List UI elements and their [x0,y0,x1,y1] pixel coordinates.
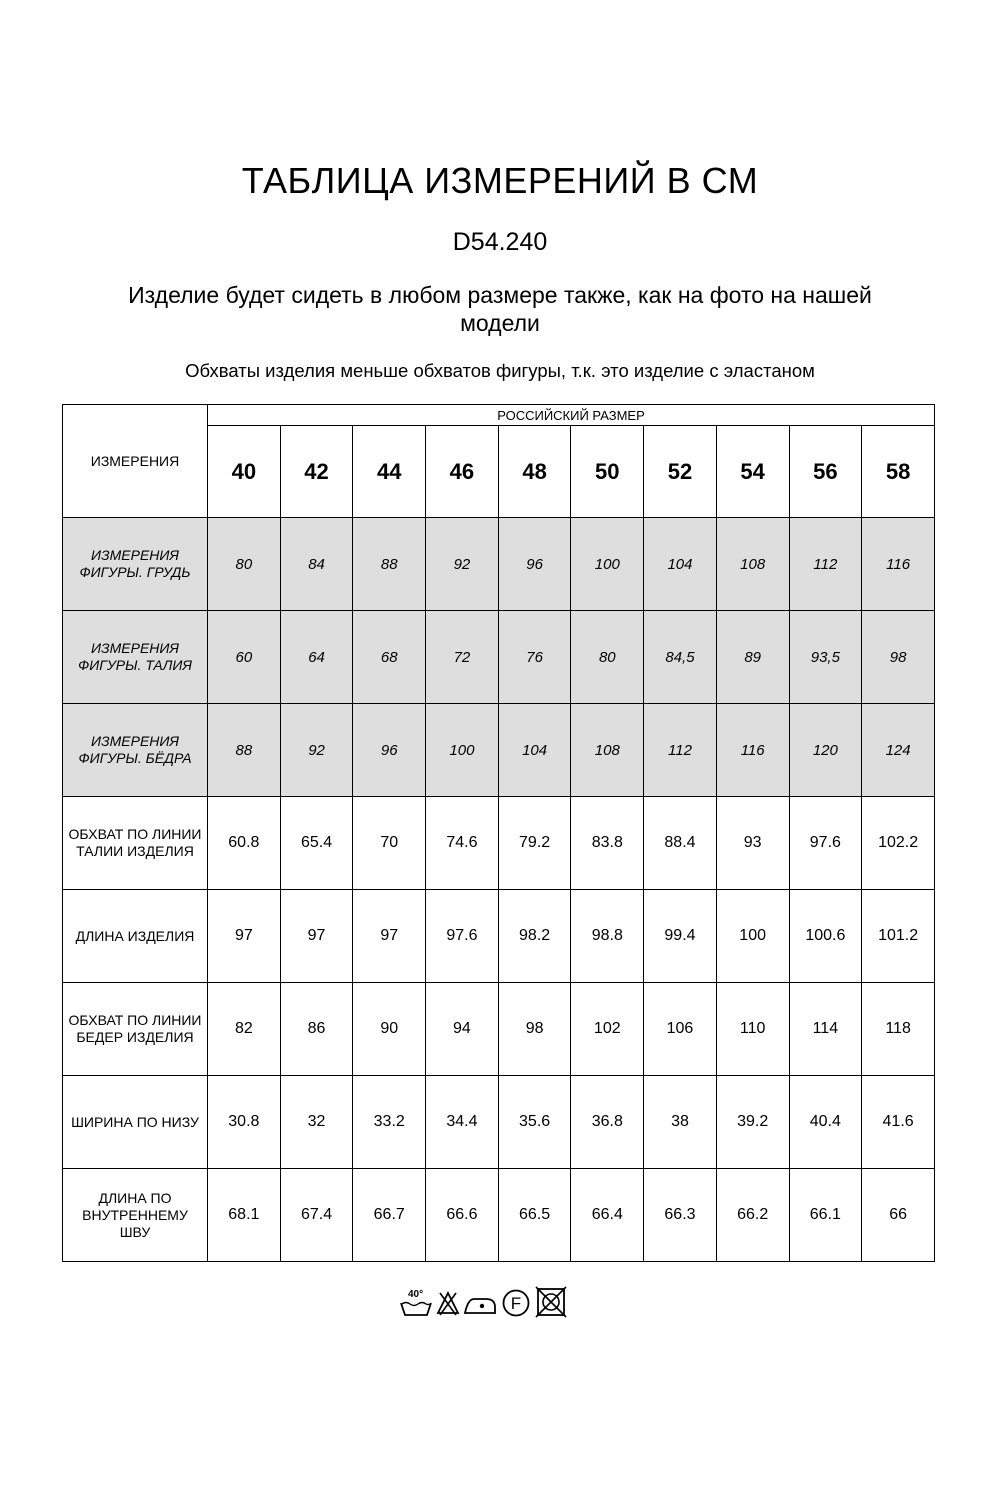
table-cell: 98 [498,983,571,1076]
table-row [63,1076,935,1169]
table-cell: 96 [353,704,426,797]
row-label: ОБХВАТ ПО ЛИНИИ БЕДЕР ИЗДЕЛИЯ [63,983,208,1076]
table-cell: 99.4 [644,890,717,983]
table-cell: 92 [280,704,353,797]
table-cell: 68.1 [208,1169,281,1262]
table-row [63,704,935,797]
table-cell: 97 [280,890,353,983]
dryclean-letter: F [510,1294,522,1313]
table-cell: 34.4 [426,1076,499,1169]
size-48: 48 [498,426,571,518]
table-cell: 116 [716,704,789,797]
table-cell: 114 [789,983,862,1076]
table-cell: 112 [789,518,862,611]
page-title: ТАБЛИЦА ИЗМЕРЕНИЙ В СМ [241,160,759,201]
size-40: 40 [208,426,281,518]
elastane-note: Обхваты изделия меньше обхватов фигуры, т.к. это изделие с эластаном [185,360,815,381]
table-cell: 97 [353,890,426,983]
table-cell: 83.8 [571,797,644,890]
table-cell: 94 [426,983,499,1076]
table-cell: 76 [498,611,571,704]
table-cell: 66.2 [716,1169,789,1262]
table-cell: 98.2 [498,890,571,983]
fit-note: Изделие будет сидеть в любом размере также, как на фото на нашей модели [128,282,872,336]
table-cell: 89 [716,611,789,704]
table-cell: 86 [280,983,353,1076]
table-cell: 100 [716,890,789,983]
table-cell: 65.4 [280,797,353,890]
table-cell: 33.2 [353,1076,426,1169]
table-cell: 66.5 [498,1169,571,1262]
table-row [63,518,935,611]
row-label: ДЛИНА ПО ВНУТРЕННЕМУ ШВУ [63,1169,208,1262]
table-cell: 36.8 [571,1076,644,1169]
table-cell: 124 [862,704,935,797]
table-corner-label: ИЗМЕРЕНИЯ [63,405,208,518]
table-cell: 70 [353,797,426,890]
row-label: ИЗМЕРЕНИЯ ФИГУРЫ. ТАЛИЯ [63,611,208,704]
table-cell: 84 [280,518,353,611]
row-label: ШИРИНА ПО НИЗУ [63,1076,208,1169]
table-cell: 74.6 [426,797,499,890]
table-cell: 35.6 [498,1076,571,1169]
size-52: 52 [644,426,717,518]
table-cell: 96 [498,518,571,611]
size-58: 58 [862,426,935,518]
table-cell: 32 [280,1076,353,1169]
table-cell: 68 [353,611,426,704]
table-cell: 66.3 [644,1169,717,1262]
row-label: ОБХВАТ ПО ЛИНИИ ТАЛИИ ИЗДЕЛИЯ [63,797,208,890]
table-cell: 92 [426,518,499,611]
table-cell: 112 [644,704,717,797]
size-table [62,404,935,1262]
table-cell: 98.8 [571,890,644,983]
table-cell: 97.6 [426,890,499,983]
table-cell: 108 [716,518,789,611]
wash-temp-label: 40° [408,1289,424,1300]
table-cell: 66.4 [571,1169,644,1262]
iron-low-icon [462,1285,498,1319]
table-cell: 64 [280,611,353,704]
table-cell: 100 [571,518,644,611]
table-cell: 60 [208,611,281,704]
wash-40-icon [398,1285,434,1319]
row-label: ДЛИНА ИЗДЕЛИЯ [63,890,208,983]
table-cell: 88 [353,518,426,611]
table-cell: 97 [208,890,281,983]
table-cell: 120 [789,704,862,797]
table-cell: 98 [862,611,935,704]
row-label: ИЗМЕРЕНИЯ ФИГУРЫ. БЁДРА [63,704,208,797]
table-cell: 97.6 [789,797,862,890]
table-cell: 100 [426,704,499,797]
size-56: 56 [789,426,862,518]
size-54: 54 [716,426,789,518]
dryclean-f-icon [500,1285,532,1319]
table-cell: 104 [644,518,717,611]
table-row [63,797,935,890]
table-cell: 60.8 [208,797,281,890]
table-cell: 80 [571,611,644,704]
table-cell: 30.8 [208,1076,281,1169]
table-cell: 93,5 [789,611,862,704]
table-cell: 72 [426,611,499,704]
table-cell: 82 [208,983,281,1076]
no-tumble-dry-icon [534,1285,568,1319]
article-code: D54.240 [452,228,548,256]
table-cell: 102 [571,983,644,1076]
table-cell: 101.2 [862,890,935,983]
table-cell: 88 [208,704,281,797]
table-cell: 80 [208,518,281,611]
table-cell: 40.4 [789,1076,862,1169]
table-cell: 38 [644,1076,717,1169]
table-cell: 66.6 [426,1169,499,1262]
size-44: 44 [353,426,426,518]
table-cell: 106 [644,983,717,1076]
table-cell: 110 [716,983,789,1076]
no-bleach-icon [436,1285,460,1319]
care-symbols [398,1284,588,1320]
row-label: ИЗМЕРЕНИЯ ФИГУРЫ. ГРУДЬ [63,518,208,611]
table-cell: 79.2 [498,797,571,890]
size-42: 42 [280,426,353,518]
table-cell: 66.1 [789,1169,862,1262]
table-row [63,1169,935,1262]
table-cell: 66.7 [353,1169,426,1262]
table-cell: 108 [571,704,644,797]
table-cell: 118 [862,983,935,1076]
table-cell: 104 [498,704,571,797]
table-cell: 67.4 [280,1169,353,1262]
table-cell: 41.6 [862,1076,935,1169]
table-cell: 66 [862,1169,935,1262]
table-cell: 39.2 [716,1076,789,1169]
table-row [63,983,935,1076]
table-row [63,890,935,983]
table-cell: 84,5 [644,611,717,704]
table-cell: 90 [353,983,426,1076]
size-50: 50 [571,426,644,518]
table-cell: 93 [716,797,789,890]
size-46: 46 [426,426,499,518]
table-cell: 102.2 [862,797,935,890]
size-group-header: РОССИЙСКИЙ РАЗМЕР [208,405,935,426]
table-cell: 116 [862,518,935,611]
table-cell: 100.6 [789,890,862,983]
table-cell: 88.4 [644,797,717,890]
table-row [63,611,935,704]
